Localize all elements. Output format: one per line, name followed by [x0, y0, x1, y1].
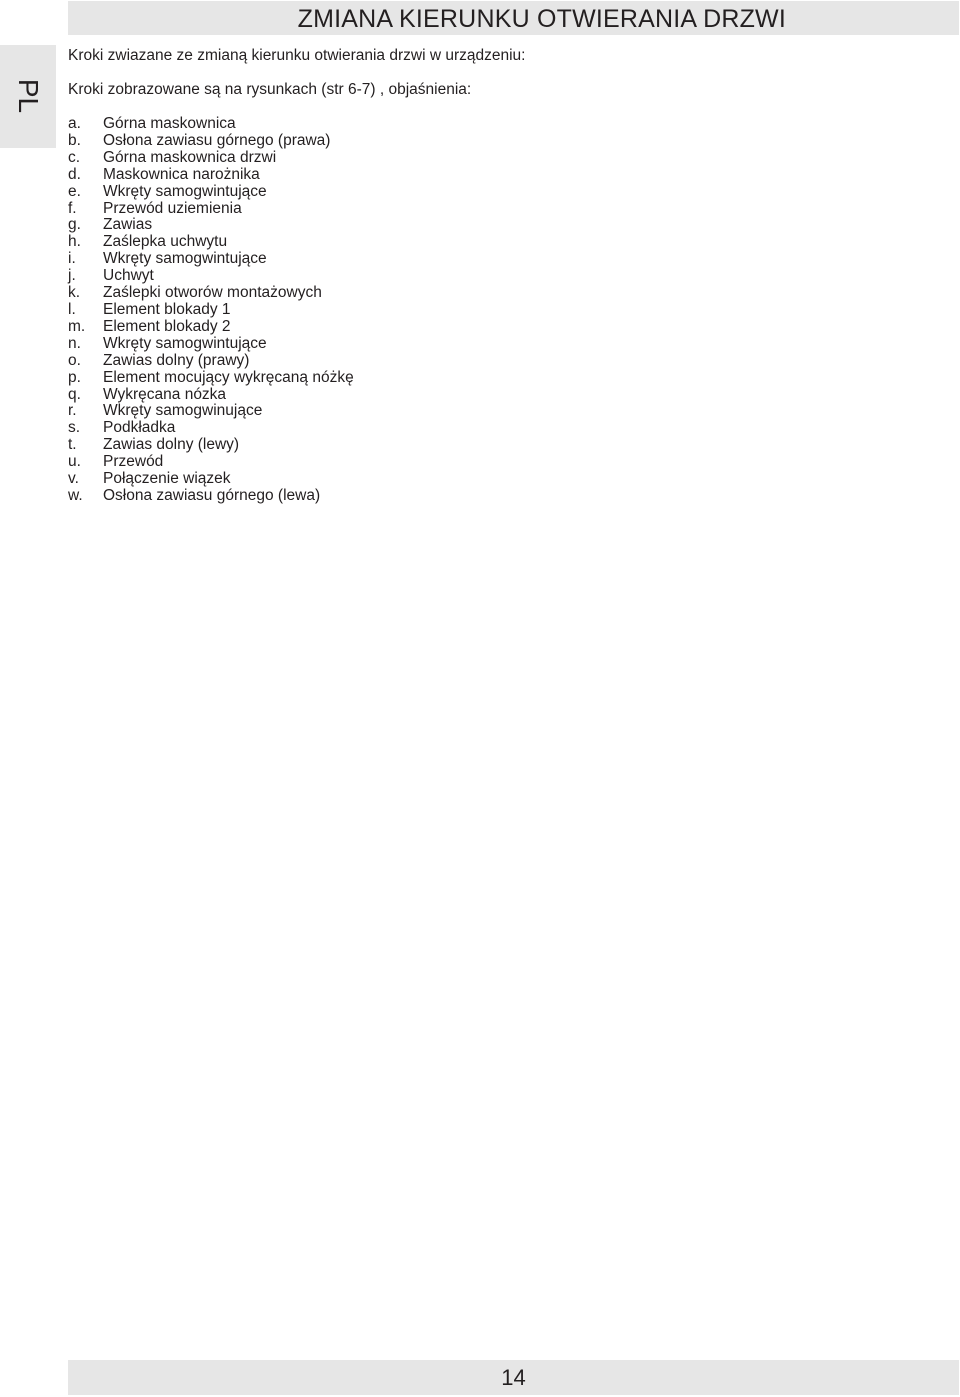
legend-item-text: Wkręty samogwintujące	[103, 250, 267, 268]
legend-item-letter: f.	[68, 199, 77, 217]
legend-item-letter: q.	[68, 385, 81, 403]
legend-item	[68, 336, 354, 353]
legend-item-text: Zawias	[103, 216, 153, 234]
legend-item	[68, 251, 354, 268]
legend-item	[68, 319, 354, 336]
title-bar	[68, 1, 959, 35]
legend-item-text: Zawias dolny (lewy)	[103, 436, 240, 454]
legend-item	[68, 285, 354, 302]
legend-item	[68, 133, 354, 150]
legend-item	[68, 437, 354, 454]
legend-item-letter: g.	[68, 216, 81, 234]
legend-item	[68, 403, 354, 420]
legend-item-text: Zaślepka uchwytu	[103, 233, 228, 251]
parts-legend-list	[68, 116, 354, 505]
legend-item	[68, 116, 354, 133]
legend-item-text: Górna maskownica drzwi	[103, 148, 277, 166]
legend-item-letter: w.	[68, 486, 83, 504]
legend-item-text: Połączenie wiązek	[103, 470, 231, 488]
legend-item	[68, 217, 354, 234]
legend-item-letter: k.	[68, 284, 81, 302]
legend-item	[68, 387, 354, 404]
legend-item-letter: i.	[68, 250, 76, 268]
legend-item-text: Górna maskownica	[103, 115, 236, 132]
legend-item-letter: s.	[68, 419, 81, 437]
legend-item-text: Wkręty samogwintujące	[103, 182, 267, 200]
legend-item-text: Przewód	[103, 453, 164, 471]
legend-item	[68, 150, 354, 167]
legend-item-text: Wkręty samogwintujące	[103, 334, 267, 352]
legend-item	[68, 471, 354, 488]
language-label: PL	[13, 78, 44, 114]
legend-item-letter: v.	[68, 470, 79, 488]
legend-item	[68, 167, 354, 184]
legend-item	[68, 268, 354, 285]
legend-item-text: Zawias dolny (prawy)	[103, 351, 250, 369]
page-number: 14	[501, 1365, 526, 1390]
intro-text: Kroki zwiazane ze zmianą kierunku otwierania drzwi w urządzeniu:	[68, 47, 526, 64]
legend-item-text: Wykręcana nózka	[103, 385, 227, 403]
legend-item-letter: m.	[68, 317, 86, 335]
legend-item	[68, 184, 354, 201]
legend-item-letter: c.	[68, 148, 81, 166]
legend-item-text: Zaślepki otworów montażowych	[103, 284, 322, 302]
legend-item-text: Przewód uziemienia	[103, 199, 242, 217]
legend-item-letter: b.	[68, 131, 81, 149]
legend-item-text: Maskownica narożnika	[103, 165, 260, 183]
legend-item	[68, 454, 354, 471]
footer-bar	[68, 1360, 959, 1395]
legend-item-text: Element mocujący wykręcaną nóżkę	[103, 368, 354, 386]
language-tab	[0, 45, 56, 148]
legend-item-letter: j.	[68, 267, 76, 285]
legend-item	[68, 420, 354, 437]
legend-item-letter: e.	[68, 182, 81, 200]
legend-item	[68, 353, 354, 370]
legend-item-text: Podkładka	[103, 419, 176, 437]
legend-item-letter: p.	[68, 368, 81, 386]
legend-item-text: Element blokady 2	[103, 317, 231, 335]
legend-item-text: Osłona zawiasu górnego (lewa)	[103, 486, 321, 504]
legend-item-text: Element blokady 1	[103, 300, 231, 318]
legend-item	[68, 234, 354, 251]
legend-item-text: Wkręty samogwinujące	[103, 402, 263, 420]
legend-item-letter: n.	[68, 334, 81, 352]
page-title: ZMIANA KIERUNKU OTWIERANIA DRZWI	[297, 5, 786, 33]
legend-intro-text: Kroki zobrazowane są na rysunkach (str 6-7) , objaśnienia:	[68, 81, 472, 98]
legend-item-letter: o.	[68, 351, 81, 369]
legend-item-letter: h.	[68, 233, 81, 251]
legend-item-letter: a.	[68, 115, 81, 132]
legend-item-letter: u.	[68, 453, 81, 471]
legend-item	[68, 370, 354, 387]
legend-item-text: Uchwyt	[103, 267, 154, 285]
legend-item-letter: t.	[68, 436, 77, 454]
legend-item-letter: l.	[68, 300, 76, 318]
legend-item	[68, 488, 354, 505]
legend-item	[68, 201, 354, 218]
legend-item	[68, 302, 354, 319]
legend-item-text: Osłona zawiasu górnego (prawa)	[103, 131, 331, 149]
legend-item-letter: r.	[68, 402, 77, 420]
legend-item-letter: d.	[68, 165, 81, 183]
